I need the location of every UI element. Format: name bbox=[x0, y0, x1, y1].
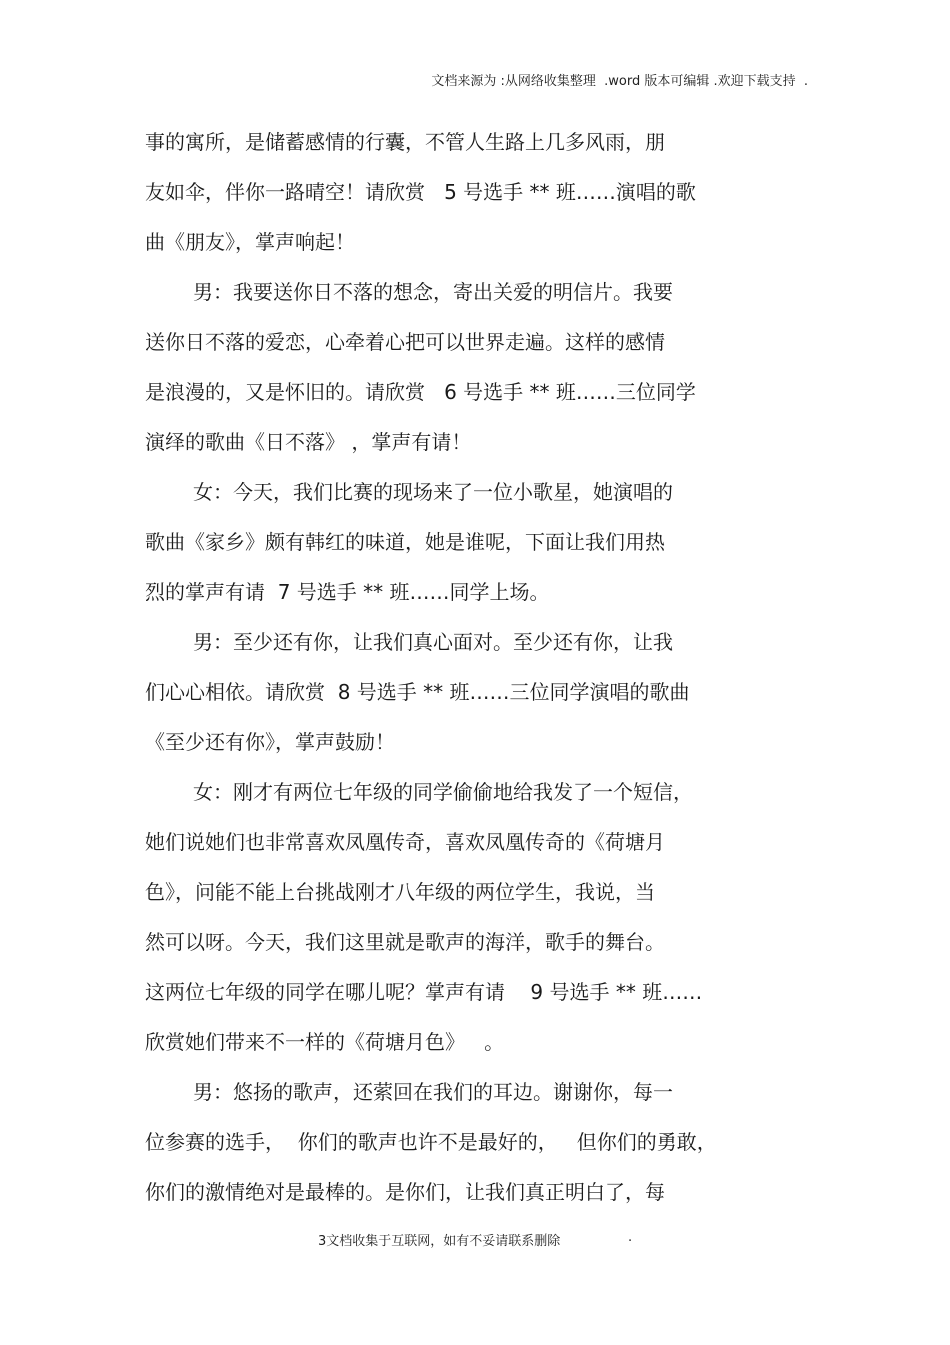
footer-text: 3文档收集于互联网，如有不妥请联系删除 bbox=[318, 1234, 561, 1249]
paragraph-start-line: 女：刚才有两位七年级的同学偷偷地给我发了一个短信， bbox=[193, 780, 693, 804]
text-line: 然可以呀。今天，我们这里就是歌声的海洋，歌手的舞台。 bbox=[145, 930, 665, 954]
text-line: 曲《朋友》，掌声响起！ bbox=[145, 230, 355, 254]
text-line: 色》，问能不能上台挑战刚才八年级的两位学生，我说，当 bbox=[145, 880, 655, 904]
text-line: 演绎的歌曲《日不落》 ，掌声有请！ bbox=[145, 430, 472, 454]
text-line: 位参赛的选手， 你们的歌声也许不是最好的， 但你们的勇敢， bbox=[145, 1130, 717, 1154]
text-line: 友如伞，伴你一路晴空！请欣赏 5 号选手 ** 班……演唱的歌 bbox=[145, 180, 696, 204]
paragraph-start-line: 女：今天，我们比赛的现场来了一位小歌星，她演唱的 bbox=[193, 480, 673, 504]
page-header: 文档来源为 :从网络收集整理 .word 版本可编辑 .欢迎下载支持 . bbox=[431, 74, 808, 89]
text-line: 欣赏她们带来不一样的《荷塘月色》 。 bbox=[145, 1030, 505, 1054]
text-line: 这两位七年级的同学在哪儿呢？掌声有请 9 号选手 ** 班…… bbox=[145, 980, 703, 1004]
paragraph-start-line: 男：悠扬的歌声，还萦回在我们的耳边。谢谢你，每一 bbox=[193, 1080, 673, 1104]
text-line: 《至少还有你》，掌声鼓励！ bbox=[145, 730, 395, 754]
text-line: 你们的激情绝对是最棒的。是你们，让我们真正明白了，每 bbox=[145, 1180, 665, 1204]
text-line: 烈的掌声有请 7 号选手 ** 班……同学上场。 bbox=[145, 580, 550, 604]
footer-dot: . bbox=[628, 1230, 633, 1245]
paragraph-start-line: 男：我要送你日不落的想念，寄出关爱的明信片。我要 bbox=[193, 280, 673, 304]
text-line: 们心心相依。请欣赏 8 号选手 ** 班……三位同学演唱的歌曲 bbox=[145, 680, 690, 704]
text-line: 事的寓所，是储蓄感情的行囊，不管人生路上几多风雨，朋 bbox=[145, 130, 665, 154]
paragraph-start-line: 男：至少还有你，让我们真心面对。至少还有你，让我 bbox=[193, 630, 673, 654]
text-line: 歌曲《家乡》颇有韩红的味道，她是谁呢，下面让我们用热 bbox=[145, 530, 665, 554]
text-line: 是浪漫的，又是怀旧的。请欣赏 6 号选手 ** 班……三位同学 bbox=[145, 380, 696, 404]
text-line: 送你日不落的爱恋，心牵着心把可以世界走遍。这样的感情 bbox=[145, 330, 665, 354]
text-line: 她们说她们也非常喜欢凤凰传奇，喜欢凤凰传奇的《荷塘月 bbox=[145, 830, 665, 854]
